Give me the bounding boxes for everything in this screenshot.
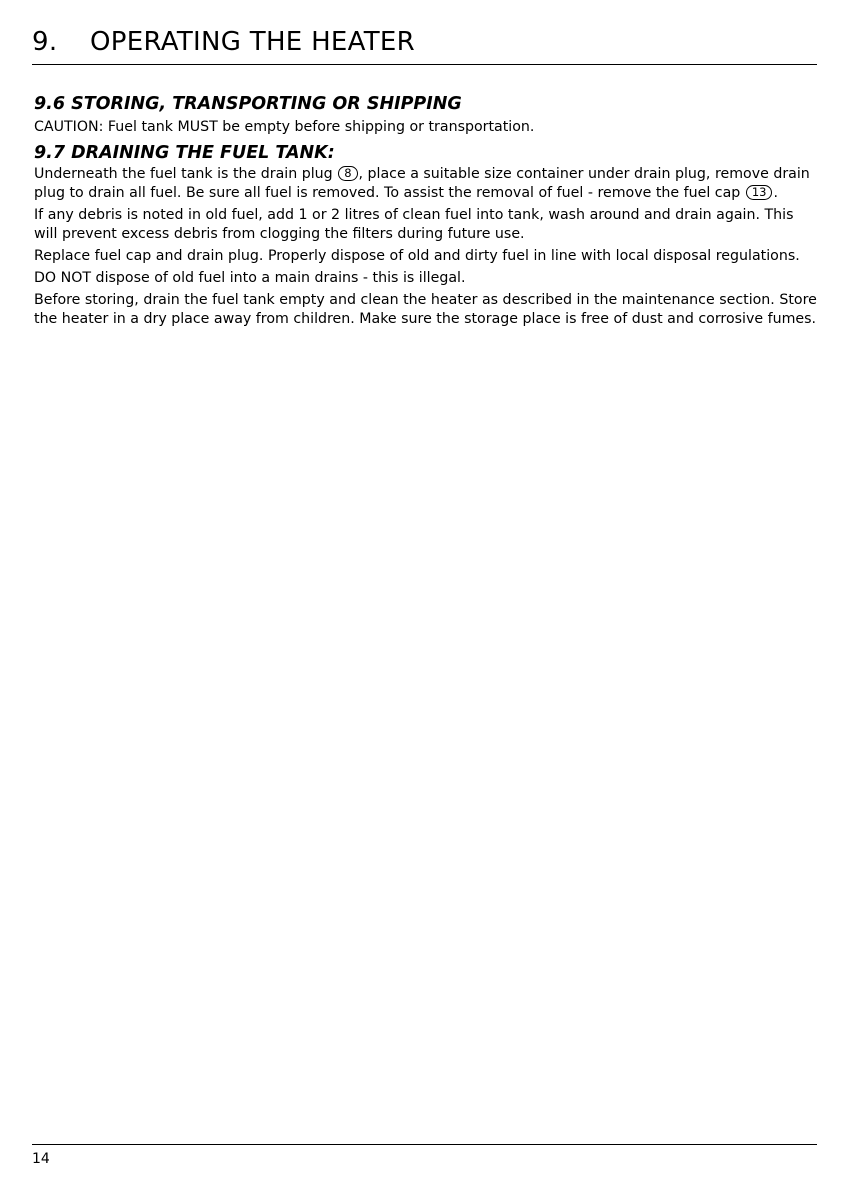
draining-paragraph-3: Replace fuel cap and drain plug. Properly dispose of old and dirty fuel in line with local disposal regulations. [34,248,800,264]
draining-paragraph-4: DO NOT dispose of old fuel into a main drains - this is illegal. [34,270,466,286]
chapter-title [32,26,415,58]
draining-paragraph-1 [34,165,817,203]
draining-paragraph-5: Before storing, drain the fuel tank empty and clean the heater as described in the maintenance section. Store the heater in a dry place away from children. Make sure the storage place is free of dust and corrosive fumes. [34,292,817,327]
draining-paragraph-1-part-b: , place a suitable size container under drain plug, remove drain plug to drain all fuel. Be sure all fuel is removed. To assist the removal of fuel - remove the fuel cap [34,166,810,201]
header-divider [32,64,817,65]
chapter-title-text: OPERATING THE HEATER [90,27,416,57]
caution-text: CAUTION: Fuel tank MUST be empty before shipping or transportation. [34,119,535,135]
draining-paragraph-1-part-a: Underneath the fuel tank is the drain plug [34,166,333,182]
page-content [34,92,817,332]
section-heading-storing: 9.6 STORING, TRANSPORTING OR SHIPPING [34,94,462,114]
draining-paragraph-1-part-c: . [773,185,778,201]
draining-paragraph-2: If any debris is noted in old fuel, add 1 or 2 litres of clean fuel into tank, wash around and drain again. This will prevent excess debris from clogging the filters during future use. [34,207,794,242]
page-number: 14 [32,1151,50,1167]
section-heading-draining: 9.7 DRAINING THE FUEL TANK: [34,143,335,163]
fuel-cap-reference-icon: 13 [746,185,773,200]
chapter-number: 9. [32,27,58,57]
drain-plug-reference-icon: 8 [338,166,357,181]
footer-divider [32,1144,817,1145]
